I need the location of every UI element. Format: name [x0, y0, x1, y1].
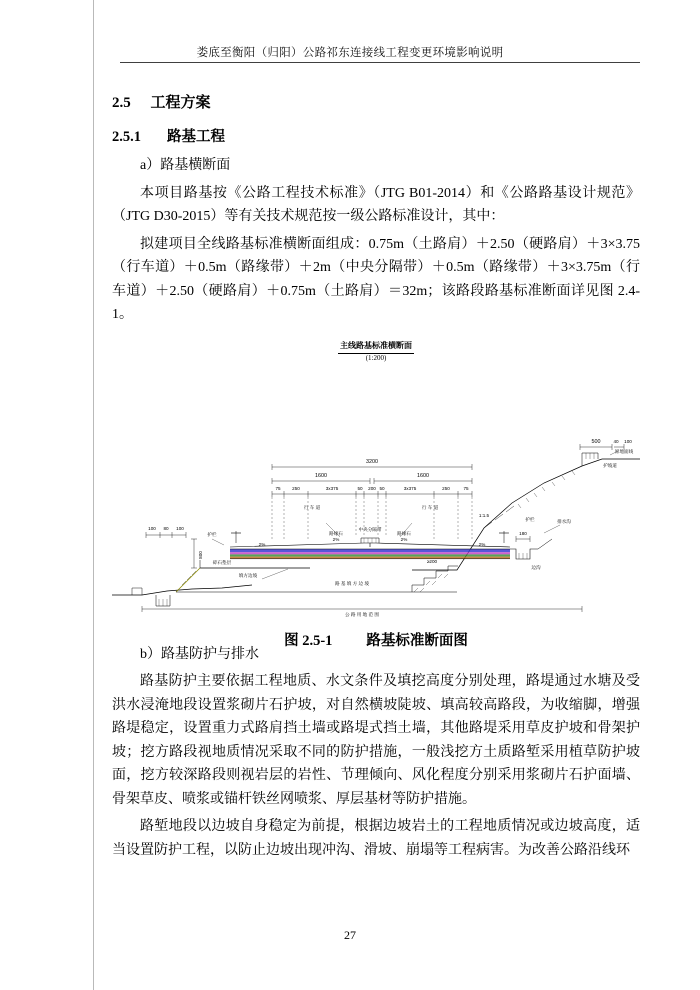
label-subgrade-note: 路 基 填 方 边 坡: [335, 581, 369, 587]
section-number: 2.5: [112, 95, 131, 111]
label-ditch-note: 排水沟: [557, 519, 571, 525]
paragraph-cross-section: 拟建项目全线路基标准横断面组成：0.75m（土路肩）＋2.50（硬路肩）＋3×3.75（行车道）＋0.5m（路缘带）＋2m（中央分隔带）＋0.5m（路缘带）＋3×3.75m（行车道）＋2.50（硬路肩）＋0.75m（土路肩）＝32m；该路段路基标准断面详见图 2.4-1。: [112, 236, 640, 323]
subsection-title: 路基工程: [167, 128, 225, 145]
label-sign-right: 路缘石: [397, 531, 411, 537]
label-edge-left: 50: [357, 486, 363, 492]
label-base: 公 路 用 地 范 围: [345, 612, 379, 618]
label-ditch-note2: 边沟: [531, 565, 541, 571]
label-fill-note: 填方边坡: [238, 573, 258, 579]
label-left-small: 100: [148, 526, 156, 532]
label-left-small3: 100: [176, 526, 184, 532]
label-shoulder-right-outer: 75: [463, 486, 469, 492]
drawing-title-block: [112, 341, 640, 363]
paragraph-protection: 路基防护主要依据工程地质、水文条件及填挖高度分别处理，路堤通过水塘及受洪水浸淹地段设置浆砌片石护坡，对自然横坡陡坡、填高较高路段，为收缩脚，增强路堤稳定，设置重力式路肩挡土墙或路堤式挡土墙，其他路堤采用草皮护坡和骨架护坡；挖方路段视地质情况采取不同的防护措施，一般浅挖方土质路堑采用植草防护坡面，挖方较深路段则视岩层的岩性、节理倾向、风化程度分别采用浆砌片石护面墙、骨架草皮、喷浆或锚杆铁丝网喷浆、厚层基材等防护措施。: [112, 674, 640, 807]
figure-caption-text: 路基标准断面图: [366, 633, 468, 650]
label-step-note: ≥200: [426, 559, 438, 565]
label-slope-mark: 1:1.5: [478, 513, 490, 519]
label-half-right: 1600: [417, 473, 429, 480]
label-total-width: 3200: [366, 459, 378, 466]
subsection-number: 2.5.1: [112, 128, 141, 145]
label-cross-slope-1: 2%: [332, 537, 340, 543]
label-cross-slope-4: 2%: [478, 542, 486, 548]
dimension-lines: [142, 444, 624, 612]
header-divider: [120, 62, 640, 63]
page-margin-rule: [93, 0, 94, 990]
label-lane-group-left: 3x375: [325, 486, 339, 492]
label-lane-group-right: 3x375: [403, 486, 417, 492]
label-shoulder-left-hard: 250: [292, 486, 300, 492]
label-edge-right: 50: [379, 486, 385, 492]
label-cross-slope-3: 2%: [258, 542, 266, 548]
figure-caption-number: 图 2.5-1: [284, 633, 333, 650]
guardrail-left: [231, 531, 241, 543]
pavement-layers: [230, 549, 510, 559]
fill-slope-left: [176, 568, 200, 592]
paragraph-cutting: 路堑地段以边坡自身稳定为前提，根据边坡岩土的工程地质情况或边坡高度，适当设置防护工程，以防止边坡出现冲沟、滑坡、崩塌等工程病害。为改善公路沿线环: [112, 819, 640, 858]
label-pavement-right: 行 车 道: [421, 505, 439, 511]
leader-lines: [212, 451, 618, 579]
label-pavement-left: 行 车 道: [303, 505, 321, 511]
subsection-heading: [112, 117, 640, 151]
label-sign-left: 路缘石: [329, 531, 343, 537]
figure-block: [112, 340, 640, 650]
label-right-top-b: 40: [613, 439, 619, 445]
label-ditch-right: 180: [519, 531, 527, 537]
ditch-right: [510, 549, 538, 559]
median-island: [361, 538, 379, 543]
section-heading: [112, 84, 640, 117]
running-header: 娄底至衡阳（归阳）公路祁东连接线工程变更环境影响说明: [196, 47, 504, 59]
cross-section-drawing: [112, 363, 640, 625]
figure-caption: [112, 629, 640, 650]
label-median-width: 200: [368, 486, 376, 492]
label-half-left: 1600: [315, 473, 327, 480]
guardrail-right: [499, 531, 509, 543]
label-cross-slope-2: 2%: [400, 537, 408, 543]
label-anchor-note: 护坡道: [603, 463, 617, 469]
drawing-labels: [148, 439, 633, 618]
label-right-top-a: 500: [591, 439, 601, 446]
label-right-top-c: 100: [624, 439, 632, 445]
drawing-title: 主线路基标准横断面: [338, 341, 414, 354]
label-ground-line: 原地面线: [614, 449, 634, 455]
list-item-a: a）路基横断面: [140, 158, 231, 174]
label-shoulder-right-hard: 250: [442, 486, 450, 492]
page-content: [112, 84, 640, 863]
cross-section-svg: [112, 363, 640, 625]
label-guard-left: 护栏: [207, 532, 217, 538]
list-item-b: b）路基防护与排水: [140, 646, 259, 662]
label-left-small2: 80: [163, 526, 169, 532]
label-embank-note: 碎石垫层: [212, 560, 232, 566]
paragraph-standards: 本项目路基按《公路工程技术标准》（JTG B01-2014）和《公路路基设计规范》（JTG D30-2015）等有关技术规范按一级公路标准设计，其中：: [112, 185, 640, 225]
label-median: 中央分隔带: [358, 527, 382, 533]
label-left-depth: 800: [198, 551, 203, 559]
drawing-scale: (1:200): [365, 353, 387, 362]
page-number: 27: [344, 928, 356, 942]
label-guard-right: 护栏: [525, 517, 535, 523]
section-title: 工程方案: [150, 95, 211, 111]
label-shoulder-left-outer: 75: [275, 486, 281, 492]
